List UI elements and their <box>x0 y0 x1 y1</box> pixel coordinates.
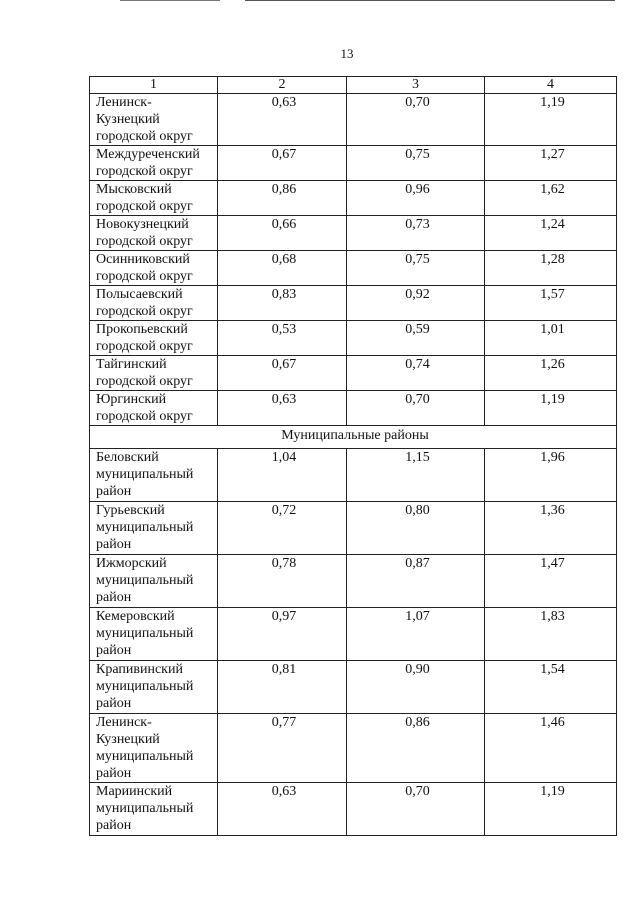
table-row <box>90 714 617 783</box>
value-col2-cell: 0,67 <box>218 356 347 391</box>
territory-name-cell: Юргинский городской округ <box>90 391 218 426</box>
territory-name-cell: Беловский муниципальный район <box>90 449 218 502</box>
value-col4-cell: 1,19 <box>485 783 617 836</box>
table-row <box>90 181 617 216</box>
value-col4-cell: 1,36 <box>485 502 617 555</box>
table-row <box>90 449 617 502</box>
value-col4-cell: 1,46 <box>485 714 617 783</box>
table-header <box>90 77 617 94</box>
value-col4-cell: 1,28 <box>485 251 617 286</box>
value-col4-cell: 1,57 <box>485 286 617 321</box>
column-header: 4 <box>485 77 617 94</box>
value-col3-cell: 0,74 <box>347 356 485 391</box>
value-col4-cell: 1,54 <box>485 661 617 714</box>
section-row <box>90 426 617 449</box>
value-col3-cell: 1,07 <box>347 608 485 661</box>
territory-name-cell: Прокопьевский городской округ <box>90 321 218 356</box>
value-col2-cell: 0,68 <box>218 251 347 286</box>
table-row <box>90 502 617 555</box>
territory-name-cell: Мариинский муниципальный район <box>90 783 218 836</box>
value-col3-cell: 0,73 <box>347 216 485 251</box>
value-col2-cell: 0,81 <box>218 661 347 714</box>
section-heading: Муниципальные районы <box>90 426 617 449</box>
territory-name-cell: Ленинск-Кузнецкий городской округ <box>90 94 218 146</box>
top-edge-line-left <box>120 0 220 1</box>
value-col3-cell: 0,96 <box>347 181 485 216</box>
territory-name-cell: Гурьевский муниципальный район <box>90 502 218 555</box>
value-col4-cell: 1,19 <box>485 94 617 146</box>
value-col2-cell: 0,78 <box>218 555 347 608</box>
value-col3-cell: 0,70 <box>347 391 485 426</box>
value-col2-cell: 0,72 <box>218 502 347 555</box>
value-col3-cell: 0,75 <box>347 146 485 181</box>
table-row <box>90 608 617 661</box>
table-row <box>90 286 617 321</box>
territory-name-cell: Кемеровский муниципальный район <box>90 608 218 661</box>
value-col3-cell: 0,90 <box>347 661 485 714</box>
value-col2-cell: 0,77 <box>218 714 347 783</box>
value-col3-cell: 0,70 <box>347 94 485 146</box>
value-col4-cell: 1,01 <box>485 321 617 356</box>
table-row <box>90 94 617 146</box>
value-col4-cell: 1,96 <box>485 449 617 502</box>
table-row <box>90 251 617 286</box>
table-row <box>90 783 617 836</box>
value-col2-cell: 0,66 <box>218 216 347 251</box>
territory-name-cell: Осинниковский городской округ <box>90 251 218 286</box>
table-row <box>90 391 617 426</box>
column-header: 1 <box>90 77 218 94</box>
territory-name-cell: Полысаевский городской округ <box>90 286 218 321</box>
value-col4-cell: 1,83 <box>485 608 617 661</box>
value-col3-cell: 0,59 <box>347 321 485 356</box>
column-header: 3 <box>347 77 485 94</box>
table-row <box>90 216 617 251</box>
value-col3-cell: 0,75 <box>347 251 485 286</box>
value-col4-cell: 1,62 <box>485 181 617 216</box>
header-row <box>90 77 617 94</box>
table-row <box>90 356 617 391</box>
value-col2-cell: 0,83 <box>218 286 347 321</box>
value-col3-cell: 1,15 <box>347 449 485 502</box>
table-row <box>90 555 617 608</box>
territory-name-cell: Ленинск-Кузнецкий муниципальный район <box>90 714 218 783</box>
table-body <box>90 94 617 836</box>
page-number: 13 <box>340 46 354 61</box>
value-col3-cell: 0,86 <box>347 714 485 783</box>
value-col3-cell: 0,92 <box>347 286 485 321</box>
value-col2-cell: 1,04 <box>218 449 347 502</box>
top-edge-line-right <box>245 0 615 1</box>
territory-name-cell: Крапивинский муниципальный район <box>90 661 218 714</box>
territory-name-cell: Новокузнецкий городской округ <box>90 216 218 251</box>
value-col3-cell: 0,80 <box>347 502 485 555</box>
value-col2-cell: 0,53 <box>218 321 347 356</box>
column-header: 2 <box>218 77 347 94</box>
value-col2-cell: 0,86 <box>218 181 347 216</box>
territory-name-cell: Ижморский муниципальный район <box>90 555 218 608</box>
value-col4-cell: 1,24 <box>485 216 617 251</box>
coefficients-table <box>89 76 617 836</box>
value-col4-cell: 1,27 <box>485 146 617 181</box>
value-col2-cell: 0,97 <box>218 608 347 661</box>
table-row <box>90 146 617 181</box>
table-row <box>90 321 617 356</box>
territory-name-cell: Тайгинский городской округ <box>90 356 218 391</box>
value-col3-cell: 0,70 <box>347 783 485 836</box>
territory-name-cell: Междуреченский городской округ <box>90 146 218 181</box>
value-col4-cell: 1,26 <box>485 356 617 391</box>
value-col2-cell: 0,63 <box>218 391 347 426</box>
value-col2-cell: 0,63 <box>218 94 347 146</box>
value-col4-cell: 1,19 <box>485 391 617 426</box>
value-col3-cell: 0,87 <box>347 555 485 608</box>
value-col2-cell: 0,67 <box>218 146 347 181</box>
territory-name-cell: Мысковский городской округ <box>90 181 218 216</box>
value-col4-cell: 1,47 <box>485 555 617 608</box>
value-col2-cell: 0,63 <box>218 783 347 836</box>
table-row <box>90 661 617 714</box>
